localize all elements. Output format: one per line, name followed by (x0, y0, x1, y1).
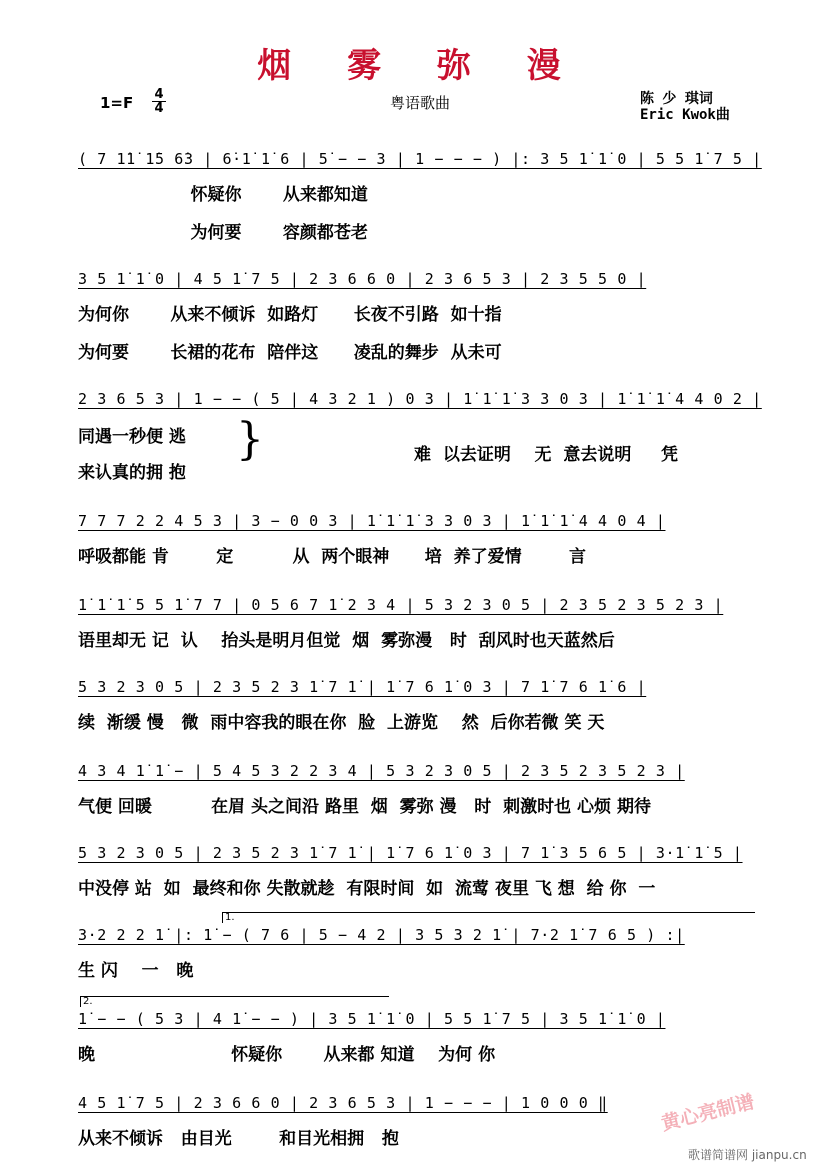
time-bottom: 4 (152, 101, 166, 115)
lyric-verse-1: 怀疑你 从来都知道 (78, 185, 368, 205)
lyric-verse-1: 生 闪 一 晚 (78, 961, 194, 981)
notes: 2 3 6 5 3 | 1 − − ( 5 | 4 3 2 1 ) 0 3 | 1̇ 1̇ 1̇ 3 3 0 3 | 1̇ 1̇ 1̇ 4 4 0 2 | (78, 390, 762, 408)
key-signature: 1=F (100, 94, 134, 112)
lyric-verse-1: 从来不倾诉 由目光 和目光相拥 抱 (78, 1129, 399, 1149)
lyricist-credit: 陈 少 琪词 (640, 91, 713, 107)
notes: 5 3 2 3 0 5 | 2 3 5 2 3 1̇ 7 1̇ | 1̇ 7 6 1̇ 0 3 | 7 1̇ 7 6 1̇ 6 | (78, 678, 647, 696)
brace: } (236, 414, 264, 465)
notes: 7 7 7 2 2 4 5 3 | 3 − 0 0 3 | 1̇ 1̇ 1̇ 3 3 0 3 | 1̇ 1̇ 1̇ 4 4 0 4 | (78, 512, 666, 530)
lyric-verse-1: 为何你 从来不倾诉 如路灯 长夜不引路 如十指 (78, 305, 502, 325)
notes: 1̇ 1̇ 1̇ 5 5 1̇ 7 7 | 0 5 6 7 1̇ 2 3 4 | 5 3 2 3 0 5 | 2 3 5 2 3 5 2 3 | (78, 596, 724, 614)
notes: 1̇ − − ( 5 3 | 4 1̇ − − ) | 3 5 1̇ 1̇ 0 | 5 5 1̇ 7 5 | 3 5 1̇ 1̇ 0 | (78, 1010, 666, 1028)
lyric-verse-1: 晚 怀疑你 从来都 知道 为何 你 (78, 1045, 496, 1065)
lyric-verse-2: 来认真的拥 抱 (78, 463, 186, 483)
lyric-chorus: 难 以去证明 无 意去说明 凭 (414, 445, 678, 465)
site-watermark: 歌谱简谱网 jianpu.cn (688, 1148, 807, 1162)
lyric-verse-1: 同遇一秒便 逃 (78, 427, 186, 447)
notes: 3 5 1̇ 1̇ 0 | 4 5 1̇ 7 5 | 2 3 6 6 0 | 2 3 6 5 3 | 2 3 5 5 0 | (78, 270, 647, 288)
subtitle: 粤语歌曲 (389, 94, 450, 112)
lyric-verse-1: 中没停 站 如 最终和你 失散就趁 有限时间 如 流莺 夜里 飞 想 给 你 一 (78, 879, 656, 899)
volta-second-ending: 2. (80, 996, 389, 1007)
lyric-verse-1: 呼吸都能 肯 定 从 两个眼神 培 养了爱情 言 (78, 547, 586, 567)
lyric-verse-1: 气便 回暖 在眉 头之间沿 路里 烟 雾弥 漫 时 刺激时也 心烦 期待 (78, 797, 651, 817)
lyric-verse-1: 语里却无 记 认 抬头是明月但觉 烟 雾弥漫 时 刮风时也天蓝然后 (78, 631, 615, 651)
composer-credit: Eric Kwok曲 (640, 107, 730, 123)
notes: 4 3 4 1̇ 1̇ − | 5 4 5 3 2 2 3 4 | 5 3 2 3 0 5 | 2 3 5 2 3 5 2 3 | (78, 762, 685, 780)
notes: 3·2 2 2 1̇ |: 1̇ − ( 7 6 | 5 − 4 2 | 3 5 3 2 1̇ | 7·2 1̇ 7 6 5 ) :| (78, 926, 685, 944)
lyric-verse-2: 为何要 容颜都苍老 (78, 223, 368, 243)
lyric-verse-2: 为何要 长裙的花布 陪伴这 凌乱的舞步 从未可 (78, 343, 502, 363)
notes: ( 7 1̇1̇ 1̇5 6̇3 | 6̇·1̇ 1̇ 6 | 5̇ − − 3 | 1 − − − ) |: 3 5 1̇ 1̇ 0 | 5 5 1̇ 7 5 | (78, 150, 762, 168)
watermark: 黄心亮制谱 (659, 1090, 757, 1136)
time-top: 4 (154, 87, 164, 102)
notes: 4 5 1̇ 7 5 | 2 3 6 6 0 | 2 3 6 5 3 | 1 − − − | 1 0 0 0 ‖ (78, 1094, 608, 1112)
lyric-verse-1: 续 渐缓 慢 微 雨中容我的眼在你 脸 上游览 然 后你若微 笑 天 (78, 713, 605, 733)
notes: 5 3 2 3 0 5 | 2 3 5 2 3 1̇ 7 1̇ | 1̇ 7 6 1̇ 0 3 | 7 1̇ 3 5 6 5 | 3·1̇ 1̇ 5 | (78, 844, 743, 862)
volta-first-ending: 1. (222, 912, 755, 923)
song-title: 烟 雾 弥 漫 (257, 46, 583, 86)
